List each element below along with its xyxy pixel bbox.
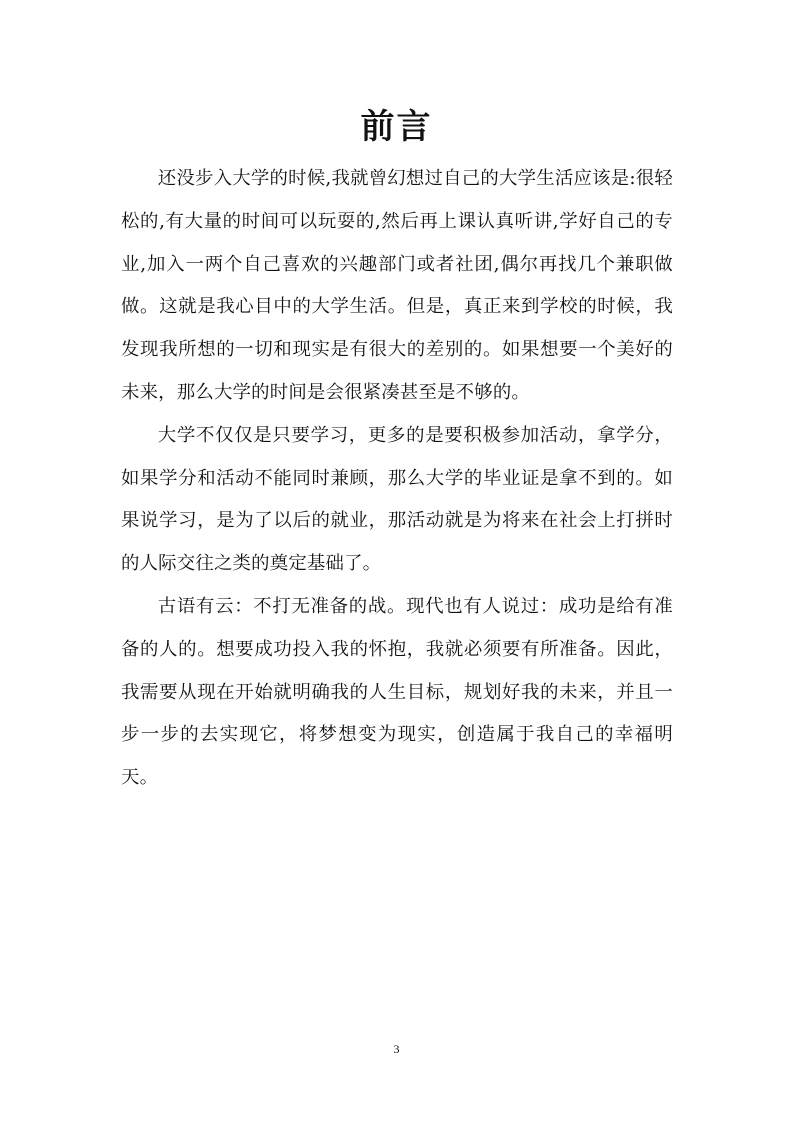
paragraph-1: 还没步入大学的时候,我就曾幻想过自己的大学生活应该是:很轻松的,有大量的时间可以玩耍的,然后再上课认真听讲,学好自己的专业,加入一两个自己喜欢的兴趣部门或者社团,偶尔再找几个兼职做做。这就是我心目中的大学生活。但是，真正来到学校的时候，我发现我所想的一切和现实是有很大的差别的。如果想要一个美好的未来，那么大学的时间是会很紧凑甚至是不够的。	[121, 168, 673, 403]
page-number: 3	[393, 1042, 400, 1056]
paragraph-3: 古语有云：不打无准备的战。现代也有人说过：成功是给有准备的人的。想要成功投入我的怀抱，我就必须要有所准备。因此，我需要从现在开始就明确我的人生目标，规划好我的未来，并且一步一步的去实现它，将梦想变为现实，创造属于我自己的幸福明天。	[121, 595, 673, 789]
paragraph-2: 大学不仅仅是只要学习，更多的是要积极参加活动，拿学分，如果学分和活动不能同时兼顾，那么大学的毕业证是拿不到的。如果说学习，是为了以后的就业，那活动就是为将来在社会上打拼时的人际交往之类的奠定基础了。	[121, 424, 673, 575]
preface-body	[121, 158, 673, 800]
page-title: 前言	[360, 107, 433, 147]
